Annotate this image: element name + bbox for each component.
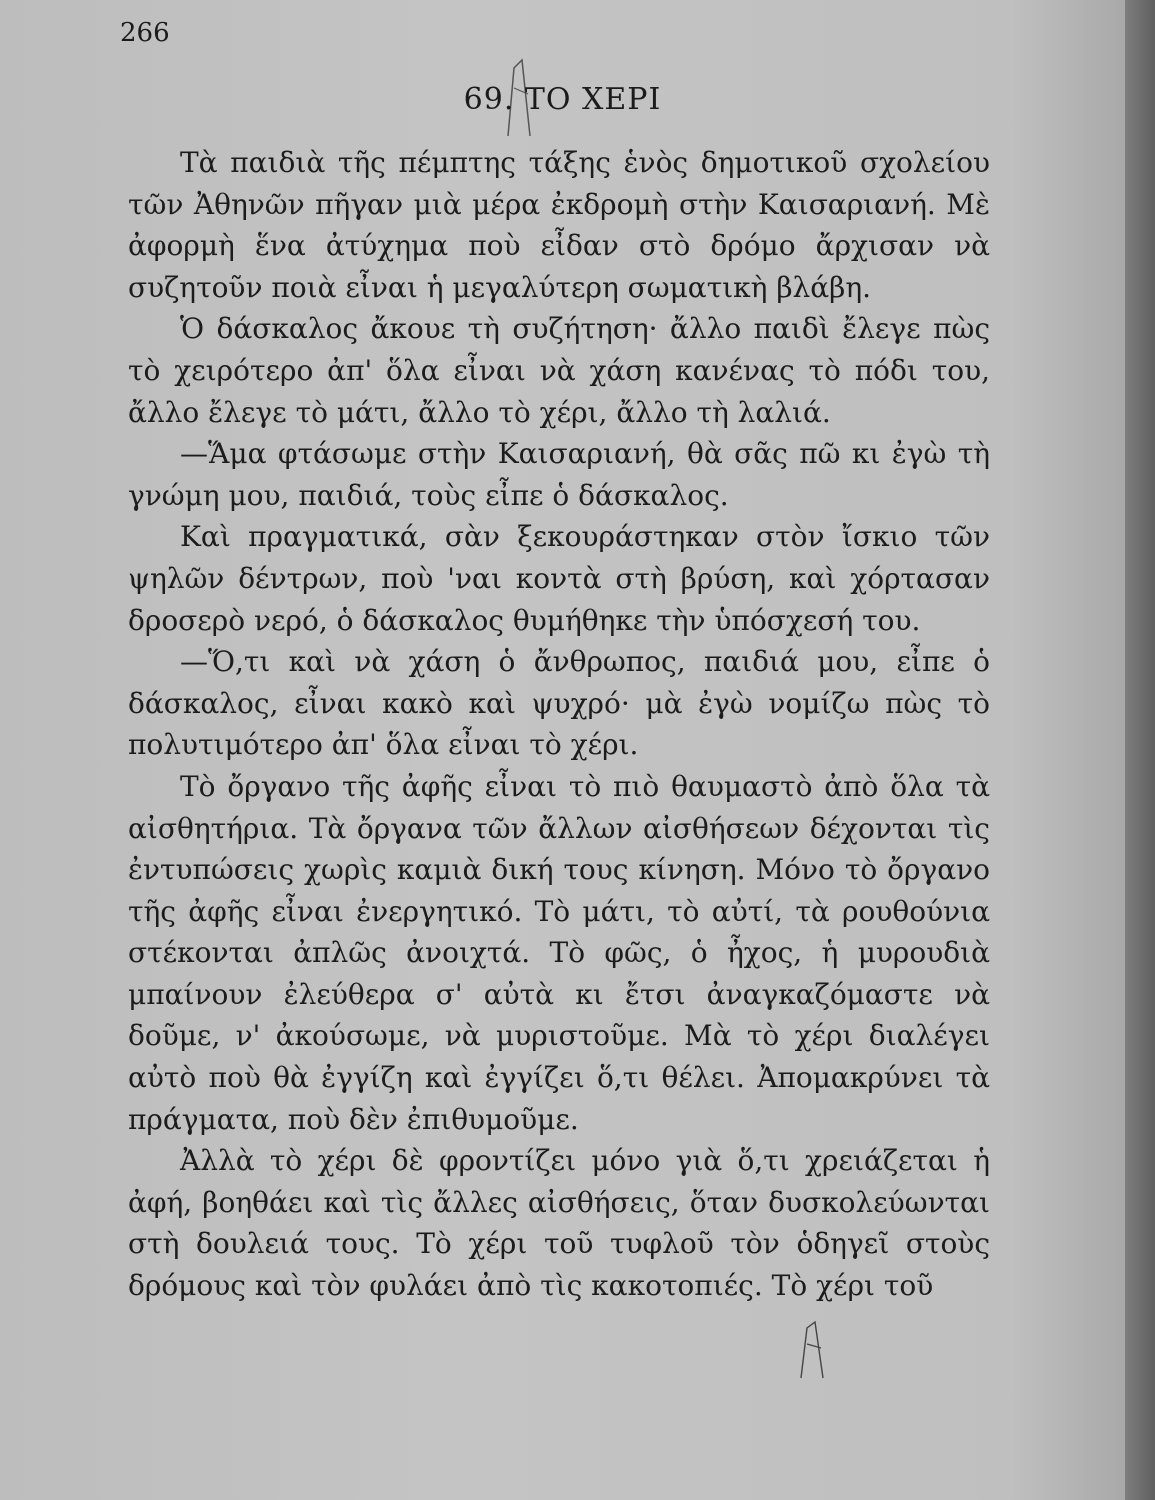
chapter-title: 69. ΤΟ ΧΕΡΙ xyxy=(463,82,662,117)
paragraph: Τὰ παιδιὰ τῆς πέμπτης τάξης ἑνὸς δημοτικοῦ σχολείου τῶν Ἀθηνῶν πῆγαν μιὰ μέρα ἐκδρομὴ στὴν Καισαριανή. Μὲ ἀφορμὴ ἕνα ἀτύχημα ποὺ εἶδαν στὸ δρόμο ἄρχισαν νὰ συζητοῦν ποιὰ εἶναι ἡ μεγαλύτερη σωματικὴ βλάβη. xyxy=(128,146,990,304)
paragraph: —Ἅμα φτάσωμε στὴν Καισαριανή, θὰ σᾶς πῶ κι ἐγὼ τὴ γνώμη μου, παιδιά, τοὺς εἶπε ὁ δάσκαλος. xyxy=(128,437,990,512)
paragraph: Καὶ πραγματικά, σὰν ξεκουράστηκαν στὸν ἴσκιο τῶν ψηλῶν δέντρων, ποὺ 'ναι κοντὰ στὴ βρύση, καὶ χόρτασαν δροσερὸ νερό, ὁ δάσκαλος θυμήθηκε τὴν ὑπόσχεσή του. xyxy=(128,520,990,637)
handwritten-mark-margin xyxy=(795,1320,845,1380)
page-edge xyxy=(1125,0,1155,1500)
page-number: 266 xyxy=(120,18,170,48)
body-text xyxy=(128,142,990,1307)
paragraph: Ἀλλὰ τὸ χέρι δὲ φροντίζει μόνο γιὰ ὅ,τι χρειάζεται ἡ ἀφή, βοηθάει καὶ τὶς ἄλλες αἰσθήσεις, ὅταν δυσκολεύωνται στὴ δουλειά τους. Τὸ χέρι τοῦ τυφλοῦ τὸν ὁδηγεῖ στοὺς δρόμους καὶ τὸν φυλάει ἀπὸ τὶς κακοτοπιές. Τὸ χέρι τοῦ xyxy=(128,1144,990,1303)
paragraph: Ὁ δάσκαλος ἄκουε τὴ συζήτηση· ἄλλο παιδὶ ἔλεγε πὼς τὸ χειρότερο ἀπ' ὅλα εἶναι νὰ χάση κανένας τὸ πόδι του, ἄλλο ἔλεγε τὸ μάτι, ἄλλο τὸ χέρι, ἄλλο τὴ λαλιά. xyxy=(128,312,990,429)
paragraph: —Ὅ,τι καὶ νὰ χάση ὁ ἄνθρωπος, παιδιά μου, εἶπε ὁ δάσκαλος, εἶναι κακὸ καὶ ψυχρό· μὰ ἐγὼ νομίζω πὼς τὸ πολυτιμότερο ἀπ' ὅλα εἶναι τὸ χέρι. xyxy=(128,645,990,762)
paragraph: Τὸ ὄργανο τῆς ἀφῆς εἶναι τὸ πιὸ θαυμαστὸ ἀπὸ ὅλα τὰ αἰσθητήρια. Τὰ ὄργανα τῶν ἄλλων αἰσθήσεων δέχονται τὶς ἐντυπώσεις χωρὶς καμιὰ δική τους κίνηση. Μόνο τὸ ὄργανο τῆς ἀφῆς εἶναι ἐνεργητικό. Τὸ μάτι, τὸ αὐτί, τὰ ρουθούνια στέκονται ἀπλῶς ἀνοιχτά. Τὸ φῶς, ὁ ἦχος, ἡ μυρουδιὰ μπαίνουν ἐλεύθερα σ' αὐτὰ κι ἔτσι ἀναγκαζόμαστε νὰ δοῦμε, ν' ἀκούσωμε, νὰ μυριστοῦμε. Μὰ τὸ χέρι διαλέγει αὐτὸ ποὺ θὰ ἐγγίζη καὶ ἐγγίζει ὅ,τι θέλει. Ἀπομακρύνει τὰ πράγματα, ποὺ δὲν ἐπιθυμοῦμε. xyxy=(128,769,990,1136)
